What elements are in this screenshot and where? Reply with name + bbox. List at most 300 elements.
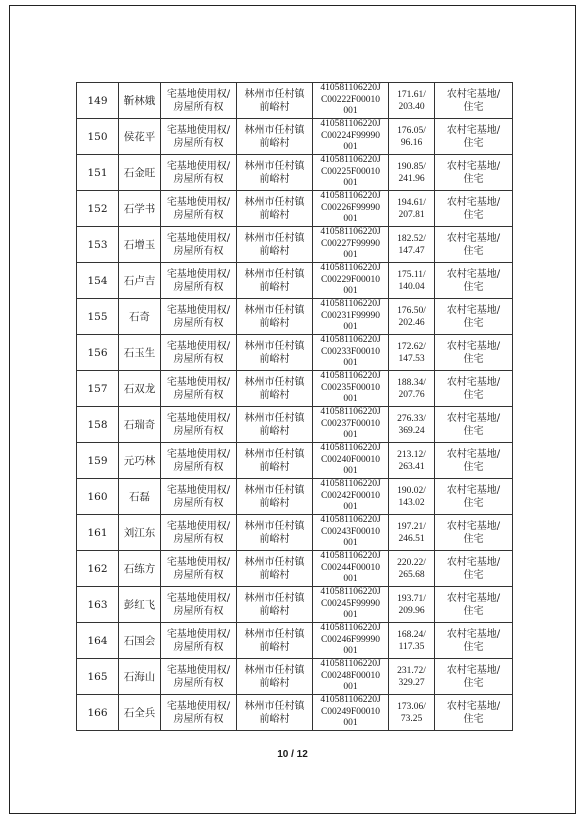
area-cell [389, 227, 435, 263]
usage-cell-line: 住宅 [463, 425, 484, 437]
location-cell [237, 335, 313, 371]
usage-cell-line: 农村宅基地/ [446, 196, 501, 208]
table-row [77, 155, 513, 191]
area-cell-line: 329.27 [398, 677, 425, 688]
owner-name-cell: 彭红飞 [119, 587, 161, 623]
table-row [77, 263, 513, 299]
location-cell-line: 林州市任村镇 [244, 232, 305, 244]
location-cell-line: 前峪村 [259, 641, 290, 653]
unit-code-cell-line: C00224F99990 [320, 130, 381, 141]
usage-cell-line: 农村宅基地/ [446, 88, 501, 100]
location-cell-line: 前峪村 [259, 101, 290, 113]
unit-code-cell-line: 001 [343, 322, 358, 333]
area-cell-line: 369.24 [398, 425, 425, 436]
unit-code-cell-line: 410581106220J [320, 443, 381, 454]
right-type-cell-line: 宅基地使用权/ [166, 160, 231, 172]
unit-code-cell-line: 001 [343, 142, 358, 153]
usage-cell-line: 农村宅基地/ [446, 664, 501, 676]
unit-code-cell [313, 371, 389, 407]
owner-name-cell: 刘江东 [119, 515, 161, 551]
usage-cell [435, 443, 513, 479]
unit-code-cell-line: 001 [343, 106, 358, 117]
usage-cell-line: 住宅 [463, 641, 484, 653]
unit-code-cell-line: C00245F99990 [320, 598, 381, 609]
unit-code-cell [313, 155, 389, 191]
area-cell [389, 479, 435, 515]
area-cell-line: 175.11/ [397, 269, 426, 280]
unit-code-cell [313, 119, 389, 155]
unit-code-cell-line: 001 [343, 178, 358, 189]
unit-code-cell-line: 001 [343, 718, 358, 729]
usage-cell [435, 515, 513, 551]
unit-code-cell [313, 587, 389, 623]
unit-code-cell-line: C00235F00010 [320, 382, 381, 393]
table-row [77, 407, 513, 443]
unit-code-cell [313, 515, 389, 551]
location-cell-line: 林州市任村镇 [244, 664, 305, 676]
row-number-cell: 156 [77, 335, 119, 371]
location-cell-line: 前峪村 [259, 137, 290, 149]
unit-code-cell-line: 001 [343, 538, 358, 549]
location-cell-line: 林州市任村镇 [244, 484, 305, 496]
right-type-cell-line: 房屋所有权 [173, 641, 224, 653]
usage-cell [435, 659, 513, 695]
usage-cell-line: 住宅 [463, 713, 484, 725]
right-type-cell-line: 宅基地使用权/ [166, 340, 231, 352]
unit-code-cell-line: 410581106220J [320, 407, 381, 418]
location-cell-line: 林州市任村镇 [244, 304, 305, 316]
location-cell [237, 695, 313, 731]
usage-cell-line: 住宅 [463, 677, 484, 689]
unit-code-cell-line: C00240F00010 [320, 454, 381, 465]
area-cell [389, 515, 435, 551]
unit-code-cell [313, 83, 389, 119]
location-cell [237, 443, 313, 479]
row-number-cell: 152 [77, 191, 119, 227]
location-cell-line: 前峪村 [259, 497, 290, 509]
unit-code-cell-line: 410581106220J [320, 371, 381, 382]
area-cell-line: 147.53 [398, 353, 425, 364]
usage-cell-line: 住宅 [463, 137, 484, 149]
row-number-cell: 158 [77, 407, 119, 443]
usage-cell-line: 住宅 [463, 497, 484, 509]
table-row [77, 515, 513, 551]
location-cell [237, 263, 313, 299]
table-row [77, 659, 513, 695]
usage-cell [435, 83, 513, 119]
location-cell-line: 林州市任村镇 [244, 412, 305, 424]
usage-cell-line: 农村宅基地/ [446, 232, 501, 244]
location-cell [237, 191, 313, 227]
area-cell-line: 207.76 [398, 389, 425, 400]
owner-name-cell: 侯花平 [119, 119, 161, 155]
area-cell-line: 117.35 [398, 641, 425, 652]
unit-code-cell [313, 407, 389, 443]
area-cell [389, 695, 435, 731]
area-cell-line: 171.61/ [397, 89, 426, 100]
right-type-cell [161, 263, 237, 299]
right-type-cell-line: 房屋所有权 [173, 425, 224, 437]
usage-cell-line: 农村宅基地/ [446, 520, 501, 532]
unit-code-cell-line: 410581106220J [320, 695, 381, 706]
unit-code-cell-line: C00229F00010 [320, 274, 381, 285]
row-number-cell: 159 [77, 443, 119, 479]
right-type-cell-line: 房屋所有权 [173, 245, 224, 257]
area-cell-line: 73.25 [400, 713, 423, 724]
table-row [77, 191, 513, 227]
right-type-cell-line: 房屋所有权 [173, 281, 224, 293]
location-cell-line: 林州市任村镇 [244, 160, 305, 172]
right-type-cell-line: 宅基地使用权/ [166, 556, 231, 568]
right-type-cell [161, 587, 237, 623]
location-cell [237, 587, 313, 623]
unit-code-cell-line: 410581106220J [320, 191, 381, 202]
right-type-cell [161, 119, 237, 155]
unit-code-cell [313, 299, 389, 335]
usage-cell [435, 155, 513, 191]
unit-code-cell-line: 410581106220J [320, 227, 381, 238]
owner-name-cell: 元巧林 [119, 443, 161, 479]
area-cell [389, 443, 435, 479]
unit-code-cell [313, 443, 389, 479]
owner-name-cell: 石玉生 [119, 335, 161, 371]
row-number-cell: 161 [77, 515, 119, 551]
unit-code-cell [313, 551, 389, 587]
usage-cell-line: 住宅 [463, 317, 484, 329]
unit-code-cell-line: C00249F00010 [320, 706, 381, 717]
unit-code-cell-line: 001 [343, 574, 358, 585]
unit-code-cell-line: 410581106220J [320, 515, 381, 526]
owner-name-cell: 石练方 [119, 551, 161, 587]
right-type-cell-line: 宅基地使用权/ [166, 268, 231, 280]
unit-code-cell [313, 227, 389, 263]
usage-cell-line: 农村宅基地/ [446, 412, 501, 424]
area-cell [389, 335, 435, 371]
table-row [77, 299, 513, 335]
area-cell [389, 155, 435, 191]
owner-name-cell: 靳林娥 [119, 83, 161, 119]
unit-code-cell-line: 410581106220J [320, 299, 381, 310]
owner-name-cell: 石全兵 [119, 695, 161, 731]
right-type-cell [161, 299, 237, 335]
row-number-cell: 157 [77, 371, 119, 407]
area-cell [389, 299, 435, 335]
location-cell [237, 407, 313, 443]
usage-cell-line: 农村宅基地/ [446, 160, 501, 172]
owner-name-cell: 石奇 [119, 299, 161, 335]
right-type-cell-line: 宅基地使用权/ [166, 304, 231, 316]
usage-cell-line: 住宅 [463, 569, 484, 581]
owner-name-cell: 石增玉 [119, 227, 161, 263]
location-cell-line: 前峪村 [259, 353, 290, 365]
right-type-cell-line: 宅基地使用权/ [166, 700, 231, 712]
right-type-cell-line: 房屋所有权 [173, 101, 224, 113]
right-type-cell-line: 宅基地使用权/ [166, 592, 231, 604]
usage-cell-line: 农村宅基地/ [446, 376, 501, 388]
table-row [77, 371, 513, 407]
table-row [77, 227, 513, 263]
unit-code-cell-line: 001 [343, 610, 358, 621]
row-number-cell: 160 [77, 479, 119, 515]
right-type-cell [161, 623, 237, 659]
row-number-cell: 166 [77, 695, 119, 731]
row-number-cell: 163 [77, 587, 119, 623]
right-type-cell-line: 宅基地使用权/ [166, 484, 231, 496]
location-cell-line: 前峪村 [259, 605, 290, 617]
unit-code-cell-line: 410581106220J [320, 551, 381, 562]
area-cell-line: 168.24/ [397, 629, 426, 640]
unit-code-cell-line: 410581106220J [320, 335, 381, 346]
area-cell-line: 194.61/ [397, 197, 426, 208]
right-type-cell-line: 宅基地使用权/ [166, 196, 231, 208]
area-cell [389, 551, 435, 587]
owner-name-cell: 石卢吉 [119, 263, 161, 299]
area-cell-line: 176.05/ [397, 125, 426, 136]
right-type-cell-line: 宅基地使用权/ [166, 88, 231, 100]
right-type-cell [161, 83, 237, 119]
owner-name-cell: 石双龙 [119, 371, 161, 407]
usage-cell [435, 299, 513, 335]
area-cell-line: 193.71/ [397, 593, 426, 604]
owner-name-cell: 石国会 [119, 623, 161, 659]
location-cell-line: 前峪村 [259, 677, 290, 689]
usage-cell-line: 农村宅基地/ [446, 448, 501, 460]
location-cell [237, 551, 313, 587]
area-cell-line: 96.16 [400, 137, 423, 148]
location-cell-line: 林州市任村镇 [244, 376, 305, 388]
area-cell-line: 182.52/ [397, 233, 426, 244]
unit-code-cell-line: 001 [343, 250, 358, 261]
usage-cell [435, 119, 513, 155]
row-number-cell: 165 [77, 659, 119, 695]
unit-code-cell-line: 001 [343, 286, 358, 297]
unit-code-cell-line: 410581106220J [320, 119, 381, 130]
area-cell [389, 407, 435, 443]
location-cell-line: 前峪村 [259, 209, 290, 221]
unit-code-cell-line: C00225F00010 [320, 166, 381, 177]
right-type-cell-line: 宅基地使用权/ [166, 448, 231, 460]
table-row [77, 695, 513, 731]
usage-cell-line: 农村宅基地/ [446, 304, 501, 316]
usage-cell [435, 623, 513, 659]
unit-code-cell-line: C00246F99990 [320, 634, 381, 645]
usage-cell-line: 住宅 [463, 101, 484, 113]
location-cell-line: 林州市任村镇 [244, 520, 305, 532]
owner-name-cell: 石磊 [119, 479, 161, 515]
table-row [77, 623, 513, 659]
area-cell-line: 213.12/ [397, 449, 426, 460]
location-cell-line: 林州市任村镇 [244, 628, 305, 640]
right-type-cell-line: 宅基地使用权/ [166, 124, 231, 136]
row-number-cell: 162 [77, 551, 119, 587]
area-cell [389, 623, 435, 659]
right-type-cell-line: 房屋所有权 [173, 461, 224, 473]
page-number: 10 / 12 [277, 749, 308, 760]
owner-name-cell: 石金旺 [119, 155, 161, 191]
unit-code-cell-line: 410581106220J [320, 155, 381, 166]
usage-cell-line: 住宅 [463, 533, 484, 545]
row-number-cell: 155 [77, 299, 119, 335]
location-cell [237, 479, 313, 515]
right-type-cell-line: 房屋所有权 [173, 389, 224, 401]
row-number-cell: 154 [77, 263, 119, 299]
unit-code-cell-line: C00242F00010 [320, 490, 381, 501]
unit-code-cell-line: 410581106220J [320, 263, 381, 274]
usage-cell-line: 农村宅基地/ [446, 268, 501, 280]
usage-cell [435, 551, 513, 587]
unit-code-cell-line: C00233F00010 [320, 346, 381, 357]
unit-code-cell [313, 623, 389, 659]
location-cell-line: 林州市任村镇 [244, 88, 305, 100]
right-type-cell [161, 695, 237, 731]
row-number-cell: 164 [77, 623, 119, 659]
area-cell-line: 241.96 [398, 173, 425, 184]
unit-code-cell-line: C00222F00010 [320, 94, 381, 105]
right-type-cell-line: 宅基地使用权/ [166, 664, 231, 676]
usage-cell [435, 335, 513, 371]
table-row [77, 119, 513, 155]
usage-cell-line: 农村宅基地/ [446, 628, 501, 640]
location-cell-line: 前峪村 [259, 389, 290, 401]
usage-cell-line: 农村宅基地/ [446, 484, 501, 496]
location-cell-line: 前峪村 [259, 713, 290, 725]
right-type-cell [161, 371, 237, 407]
area-cell-line: 173.06/ [397, 701, 426, 712]
area-cell-line: 190.02/ [397, 485, 426, 496]
area-cell-line: 172.62/ [397, 341, 426, 352]
area-cell-line: 197.21/ [397, 521, 426, 532]
right-type-cell-line: 房屋所有权 [173, 353, 224, 365]
right-type-cell-line: 房屋所有权 [173, 497, 224, 509]
usage-cell [435, 479, 513, 515]
location-cell-line: 前峪村 [259, 569, 290, 581]
location-cell [237, 119, 313, 155]
owner-name-cell: 石瑞奇 [119, 407, 161, 443]
location-cell-line: 林州市任村镇 [244, 340, 305, 352]
unit-code-cell-line: 410581106220J [320, 83, 381, 94]
unit-code-cell-line: 410581106220J [320, 587, 381, 598]
right-type-cell-line: 房屋所有权 [173, 569, 224, 581]
location-cell [237, 227, 313, 263]
usage-cell-line: 住宅 [463, 245, 484, 257]
unit-code-cell-line: 001 [343, 466, 358, 477]
unit-code-cell [313, 695, 389, 731]
area-cell [389, 263, 435, 299]
location-cell-line: 前峪村 [259, 461, 290, 473]
right-type-cell [161, 515, 237, 551]
table-row [77, 83, 513, 119]
right-type-cell [161, 155, 237, 191]
area-cell-line: 246.51 [398, 533, 425, 544]
area-cell [389, 119, 435, 155]
location-cell [237, 83, 313, 119]
unit-code-cell-line: C00231F99990 [320, 310, 381, 321]
location-cell [237, 299, 313, 335]
location-cell-line: 林州市任村镇 [244, 196, 305, 208]
usage-cell [435, 371, 513, 407]
area-cell [389, 587, 435, 623]
usage-cell [435, 587, 513, 623]
row-number-cell: 153 [77, 227, 119, 263]
unit-code-cell-line: 001 [343, 358, 358, 369]
unit-code-cell [313, 263, 389, 299]
area-cell-line: 263.41 [398, 461, 425, 472]
area-cell [389, 371, 435, 407]
area-cell-line: 209.96 [398, 605, 425, 616]
area-cell [389, 83, 435, 119]
unit-code-cell-line: C00226F99990 [320, 202, 381, 213]
right-type-cell-line: 房屋所有权 [173, 533, 224, 545]
location-cell-line: 林州市任村镇 [244, 268, 305, 280]
usage-cell-line: 住宅 [463, 209, 484, 221]
registration-table-body [77, 83, 513, 731]
location-cell-line: 林州市任村镇 [244, 556, 305, 568]
location-cell-line: 林州市任村镇 [244, 700, 305, 712]
location-cell-line: 前峪村 [259, 533, 290, 545]
right-type-cell [161, 443, 237, 479]
area-cell-line: 207.81 [398, 209, 425, 220]
area-cell-line: 140.04 [398, 281, 425, 292]
location-cell [237, 623, 313, 659]
usage-cell [435, 407, 513, 443]
location-cell-line: 前峪村 [259, 281, 290, 293]
usage-cell [435, 227, 513, 263]
right-type-cell [161, 659, 237, 695]
table-row [77, 551, 513, 587]
usage-cell-line: 农村宅基地/ [446, 340, 501, 352]
usage-cell-line: 农村宅基地/ [446, 124, 501, 136]
right-type-cell [161, 551, 237, 587]
unit-code-cell-line: 001 [343, 646, 358, 657]
right-type-cell-line: 房屋所有权 [173, 605, 224, 617]
usage-cell-line: 住宅 [463, 173, 484, 185]
right-type-cell-line: 房屋所有权 [173, 677, 224, 689]
owner-name-cell: 石学书 [119, 191, 161, 227]
right-type-cell-line: 宅基地使用权/ [166, 376, 231, 388]
unit-code-cell-line: 001 [343, 682, 358, 693]
usage-cell-line: 住宅 [463, 389, 484, 401]
registration-table [76, 82, 513, 731]
right-type-cell-line: 宅基地使用权/ [166, 520, 231, 532]
right-type-cell [161, 335, 237, 371]
usage-cell [435, 695, 513, 731]
unit-code-cell [313, 479, 389, 515]
area-cell [389, 659, 435, 695]
area-cell-line: 276.33/ [397, 413, 426, 424]
unit-code-cell-line: C00227F99990 [320, 238, 381, 249]
usage-cell-line: 农村宅基地/ [446, 592, 501, 604]
location-cell-line: 前峪村 [259, 317, 290, 329]
right-type-cell [161, 407, 237, 443]
unit-code-cell-line: 410581106220J [320, 623, 381, 634]
row-number-cell: 151 [77, 155, 119, 191]
area-cell-line: 147.47 [398, 245, 425, 256]
unit-code-cell-line: C00243F00010 [320, 526, 381, 537]
location-cell-line: 林州市任村镇 [244, 592, 305, 604]
location-cell-line: 林州市任村镇 [244, 124, 305, 136]
area-cell-line: 176.50/ [397, 305, 426, 316]
usage-cell-line: 住宅 [463, 353, 484, 365]
row-number-cell: 150 [77, 119, 119, 155]
unit-code-cell [313, 335, 389, 371]
right-type-cell-line: 宅基地使用权/ [166, 232, 231, 244]
location-cell-line: 林州市任村镇 [244, 448, 305, 460]
area-cell-line: 143.02 [398, 497, 425, 508]
usage-cell [435, 263, 513, 299]
area-cell-line: 265.68 [398, 569, 425, 580]
unit-code-cell [313, 191, 389, 227]
location-cell-line: 前峪村 [259, 245, 290, 257]
